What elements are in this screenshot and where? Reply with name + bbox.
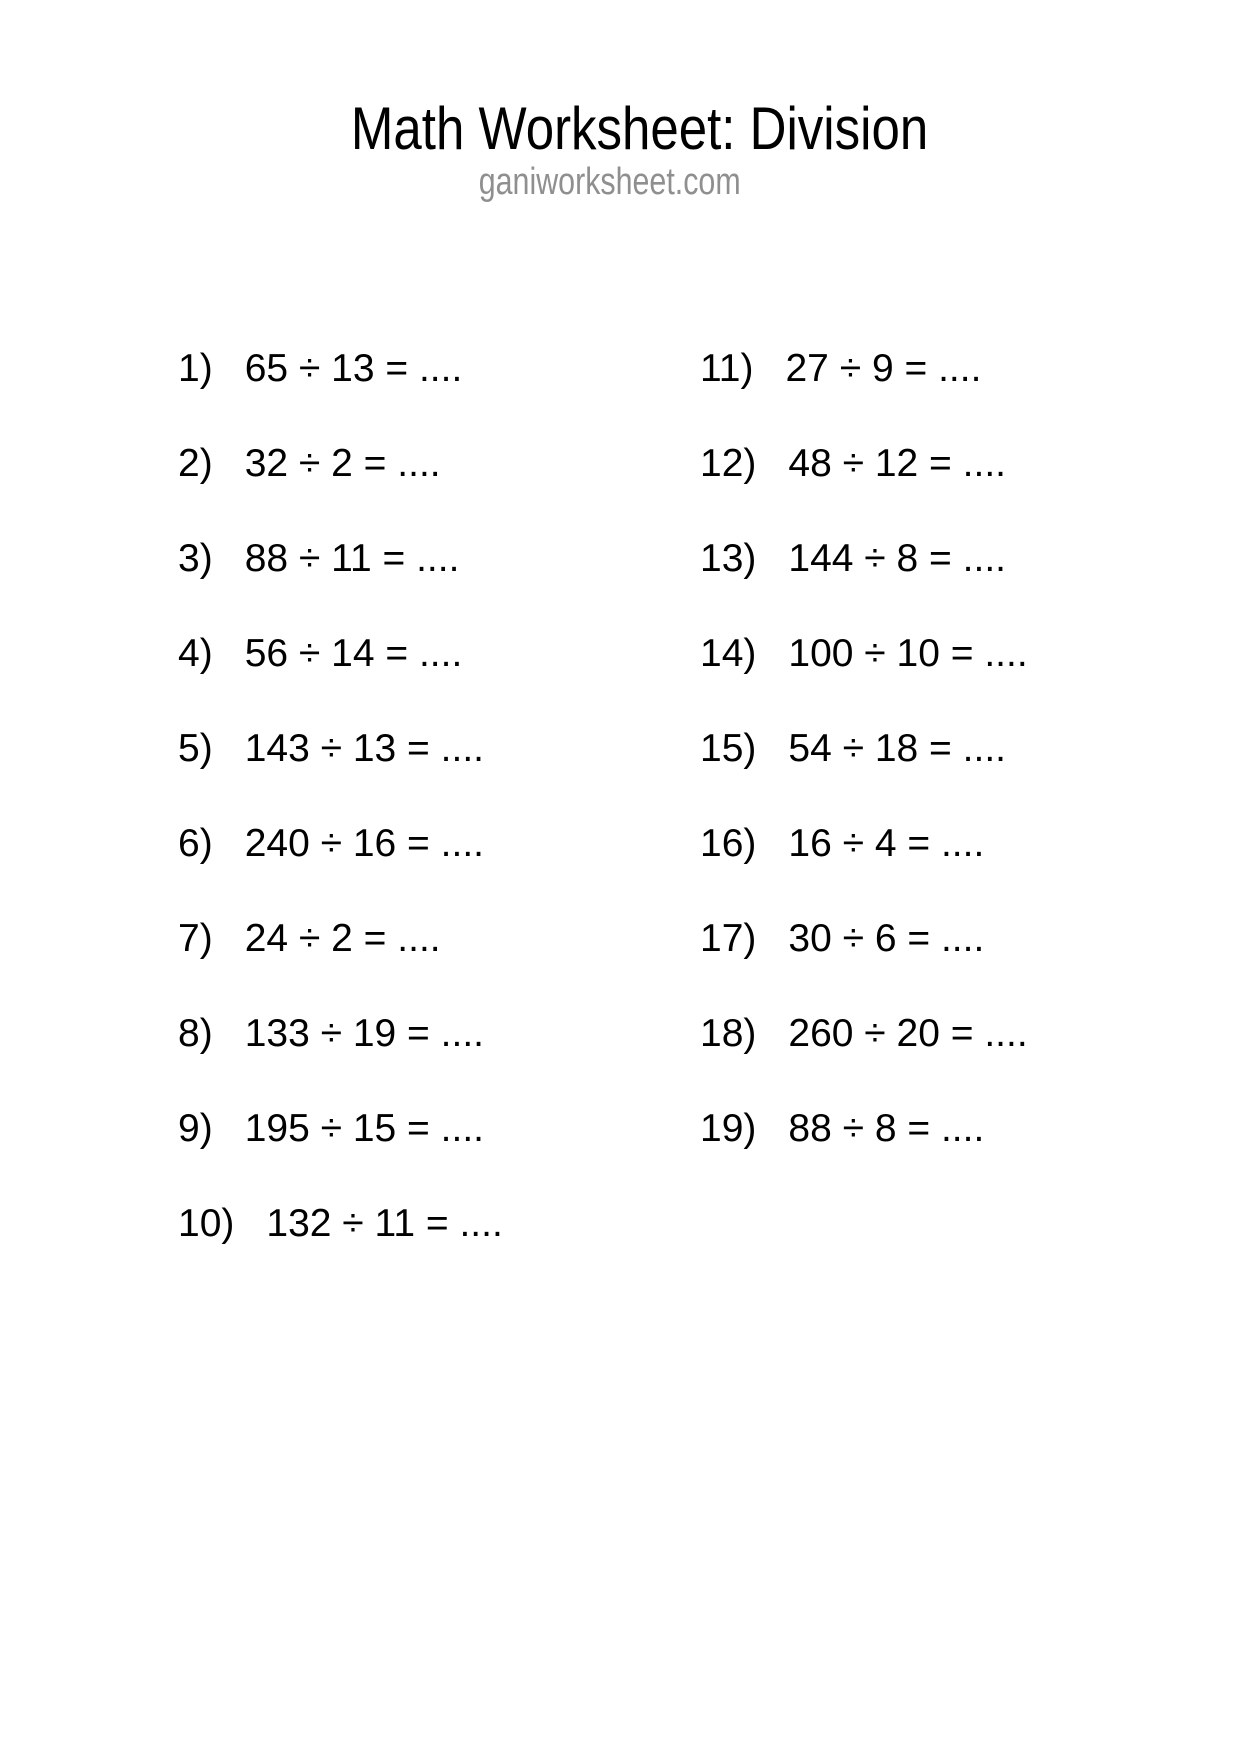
problem-expression: 88 ÷ 8 = .... xyxy=(788,1107,985,1150)
problem-number: 15) xyxy=(700,727,757,770)
page-title-text: Math Worksheet: Division xyxy=(351,95,929,162)
problem-number: 1) xyxy=(178,347,213,390)
problem-row xyxy=(700,349,1028,444)
problem-number: 18) xyxy=(700,1012,757,1055)
problem-expression: 32 ÷ 2 = .... xyxy=(244,442,441,485)
problem-row xyxy=(700,729,1028,824)
problem-number: 4) xyxy=(178,632,213,675)
problem-expression: 133 ÷ 19 = .... xyxy=(244,1012,485,1055)
problem-expression: 260 ÷ 20 = .... xyxy=(788,1012,1028,1055)
problem-expression: 132 ÷ 11 = .... xyxy=(266,1202,503,1245)
problem-expression: 144 ÷ 8 = .... xyxy=(788,537,1006,580)
problem-row xyxy=(178,1204,503,1299)
problem-row xyxy=(700,539,1028,634)
problem-row xyxy=(178,824,503,919)
page-subtitle xyxy=(10,163,1210,201)
problem-row xyxy=(178,1014,503,1109)
problem-number: 10) xyxy=(178,1202,235,1245)
problem-expression: 143 ÷ 13 = .... xyxy=(244,727,485,770)
problem-number: 19) xyxy=(700,1107,757,1150)
problem-number: 7) xyxy=(178,917,213,960)
problem-number: 2) xyxy=(178,442,213,485)
problem-expression: 16 ÷ 4 = .... xyxy=(788,822,985,865)
problem-row xyxy=(700,634,1028,729)
problem-row xyxy=(178,444,503,539)
problem-expression: 88 ÷ 11 = .... xyxy=(244,537,460,580)
problem-number: 17) xyxy=(700,917,757,960)
problem-number: 11) xyxy=(700,347,754,390)
problem-number: 5) xyxy=(178,727,213,770)
problem-number: 13) xyxy=(700,537,757,580)
problem-expression: 48 ÷ 12 = .... xyxy=(788,442,1006,485)
problem-row xyxy=(700,824,1028,919)
problem-number: 14) xyxy=(700,632,757,675)
page-subtitle-text: ganiworksheet.com xyxy=(479,161,741,203)
problem-number: 16) xyxy=(700,822,757,865)
problem-expression: 24 ÷ 2 = .... xyxy=(244,917,441,960)
problem-row xyxy=(178,729,503,824)
problem-expression: 30 ÷ 6 = .... xyxy=(788,917,985,960)
page-title xyxy=(40,95,1240,162)
problem-number: 12) xyxy=(700,442,757,485)
problem-row xyxy=(178,349,503,444)
problem-expression: 56 ÷ 14 = .... xyxy=(244,632,463,675)
problem-number: 6) xyxy=(178,822,213,865)
problem-expression: 195 ÷ 15 = .... xyxy=(244,1107,485,1150)
problem-expression: 65 ÷ 13 = .... xyxy=(244,347,463,390)
problem-row xyxy=(178,539,503,634)
problem-row xyxy=(700,1014,1028,1109)
problem-expression: 54 ÷ 18 = .... xyxy=(788,727,1006,770)
problem-row xyxy=(178,634,503,729)
problem-expression: 100 ÷ 10 = .... xyxy=(788,632,1028,675)
problems-column-left xyxy=(178,349,503,1299)
problem-number: 8) xyxy=(178,1012,213,1055)
problem-number: 9) xyxy=(178,1107,213,1150)
problem-row xyxy=(700,444,1028,539)
problem-row xyxy=(178,1109,503,1204)
problem-row xyxy=(178,919,503,1014)
problems-column-right xyxy=(700,349,1028,1204)
problem-number: 3) xyxy=(178,537,213,580)
problem-expression: 27 ÷ 9 = .... xyxy=(785,347,982,390)
problem-row xyxy=(700,919,1028,1014)
problem-row xyxy=(700,1109,1028,1204)
problem-expression: 240 ÷ 16 = .... xyxy=(244,822,485,865)
